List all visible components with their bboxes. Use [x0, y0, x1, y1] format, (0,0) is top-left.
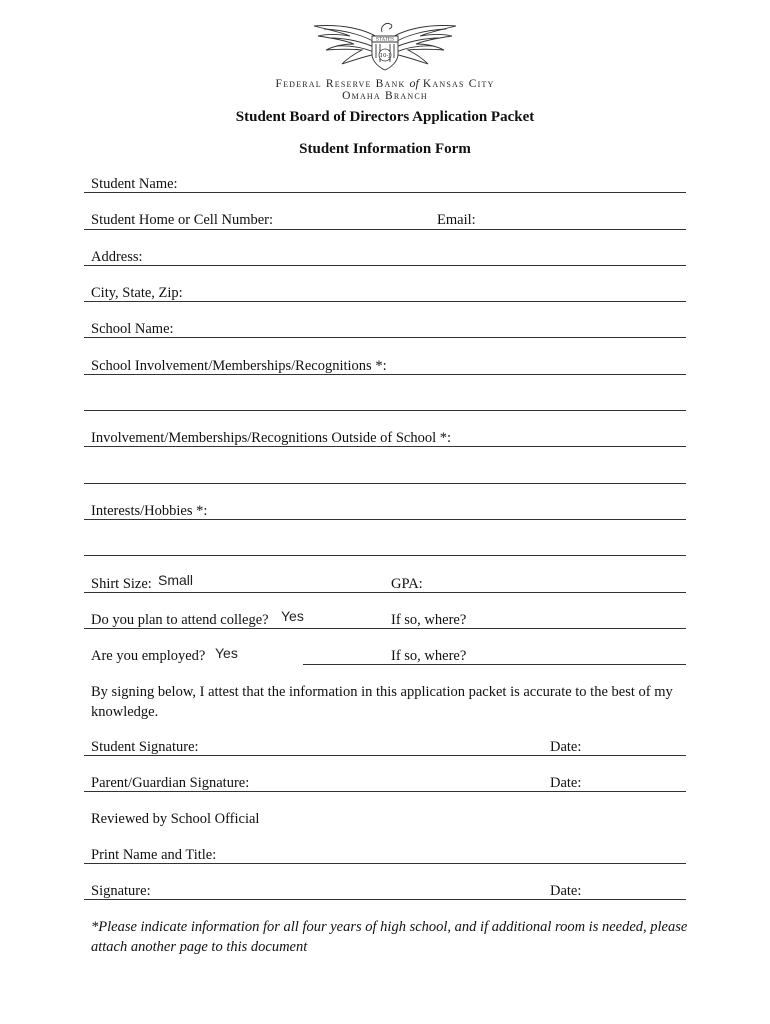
interests-field-extra[interactable] [84, 555, 686, 556]
city-state-zip-label: City, State, Zip: [91, 285, 183, 301]
print-name-field[interactable] [84, 863, 686, 864]
student-signature-label: Student Signature: [91, 739, 199, 755]
form-title: Student Information Form [299, 141, 471, 157]
print-name-label: Print Name and Title: [91, 847, 217, 863]
footnote: *Please indicate information for all four years of high school, and if additional room is needed, please attach another page to this document [91, 919, 688, 955]
interests-field[interactable] [84, 519, 686, 520]
outside-involvement-label: Involvement/Memberships/Recognitions Outside of School *: [91, 430, 452, 446]
school-involvement-field[interactable] [84, 374, 686, 375]
address-label: Address: [91, 249, 143, 265]
email-label: Email: [437, 212, 476, 228]
eagle-seal-logo [310, 18, 460, 74]
svg-text:STATES: STATES [375, 37, 395, 43]
parent-date-label: Date: [550, 775, 582, 791]
official-signature-field[interactable] [84, 899, 686, 900]
parent-signature-field[interactable] [84, 791, 686, 792]
attestation-text: By signing below, I attest that the information in this application packet is accurate to the best of my knowledge. [91, 684, 673, 720]
official-signature-label: Signature: [91, 883, 151, 899]
bank-name: Federal Reserve Bank of Kansas City [275, 76, 495, 90]
reviewed-label: Reviewed by School Official [91, 811, 260, 827]
shirt-size-label: Shirt Size: [91, 576, 152, 592]
attend-college-field[interactable] [84, 628, 686, 629]
employment-where-field[interactable] [303, 664, 686, 665]
parent-signature-label: Parent/Guardian Signature: [91, 775, 250, 791]
address-field[interactable] [84, 265, 686, 266]
shirt-size-value[interactable]: Small [158, 572, 194, 588]
student-name-field[interactable] [84, 192, 686, 193]
svg-text:10-J: 10-J [379, 53, 391, 59]
school-name-field[interactable] [84, 337, 686, 338]
phone-email-field[interactable] [84, 229, 686, 230]
shirt-size-gpa-field[interactable] [84, 592, 686, 593]
branch-name: Omaha Branch [342, 90, 428, 102]
outside-involvement-field[interactable] [84, 446, 686, 447]
employed-value[interactable]: Yes [215, 645, 238, 661]
student-signature-field[interactable] [84, 755, 686, 756]
school-involvement-label: School Involvement/Memberships/Recognitions *: [91, 358, 387, 374]
student-date-label: Date: [550, 739, 582, 755]
school-involvement-field-extra[interactable] [84, 410, 686, 411]
outside-involvement-field-extra[interactable] [84, 483, 686, 484]
student-name-label: Student Name: [91, 176, 178, 192]
official-date-label: Date: [550, 883, 582, 899]
employment-where-label: If so, where? [391, 648, 467, 664]
attend-college-label: Do you plan to attend college? [91, 612, 269, 628]
college-where-label: If so, where? [391, 612, 467, 628]
employed-label: Are you employed? [91, 648, 206, 664]
interests-label: Interests/Hobbies *: [91, 503, 208, 519]
city-state-zip-field[interactable] [84, 301, 686, 302]
attend-college-value[interactable]: Yes [281, 608, 304, 624]
packet-title: Student Board of Directors Application Packet [235, 109, 535, 125]
gpa-label: GPA: [391, 576, 423, 592]
phone-label: Student Home or Cell Number: [91, 212, 274, 228]
school-name-label: School Name: [91, 321, 174, 337]
